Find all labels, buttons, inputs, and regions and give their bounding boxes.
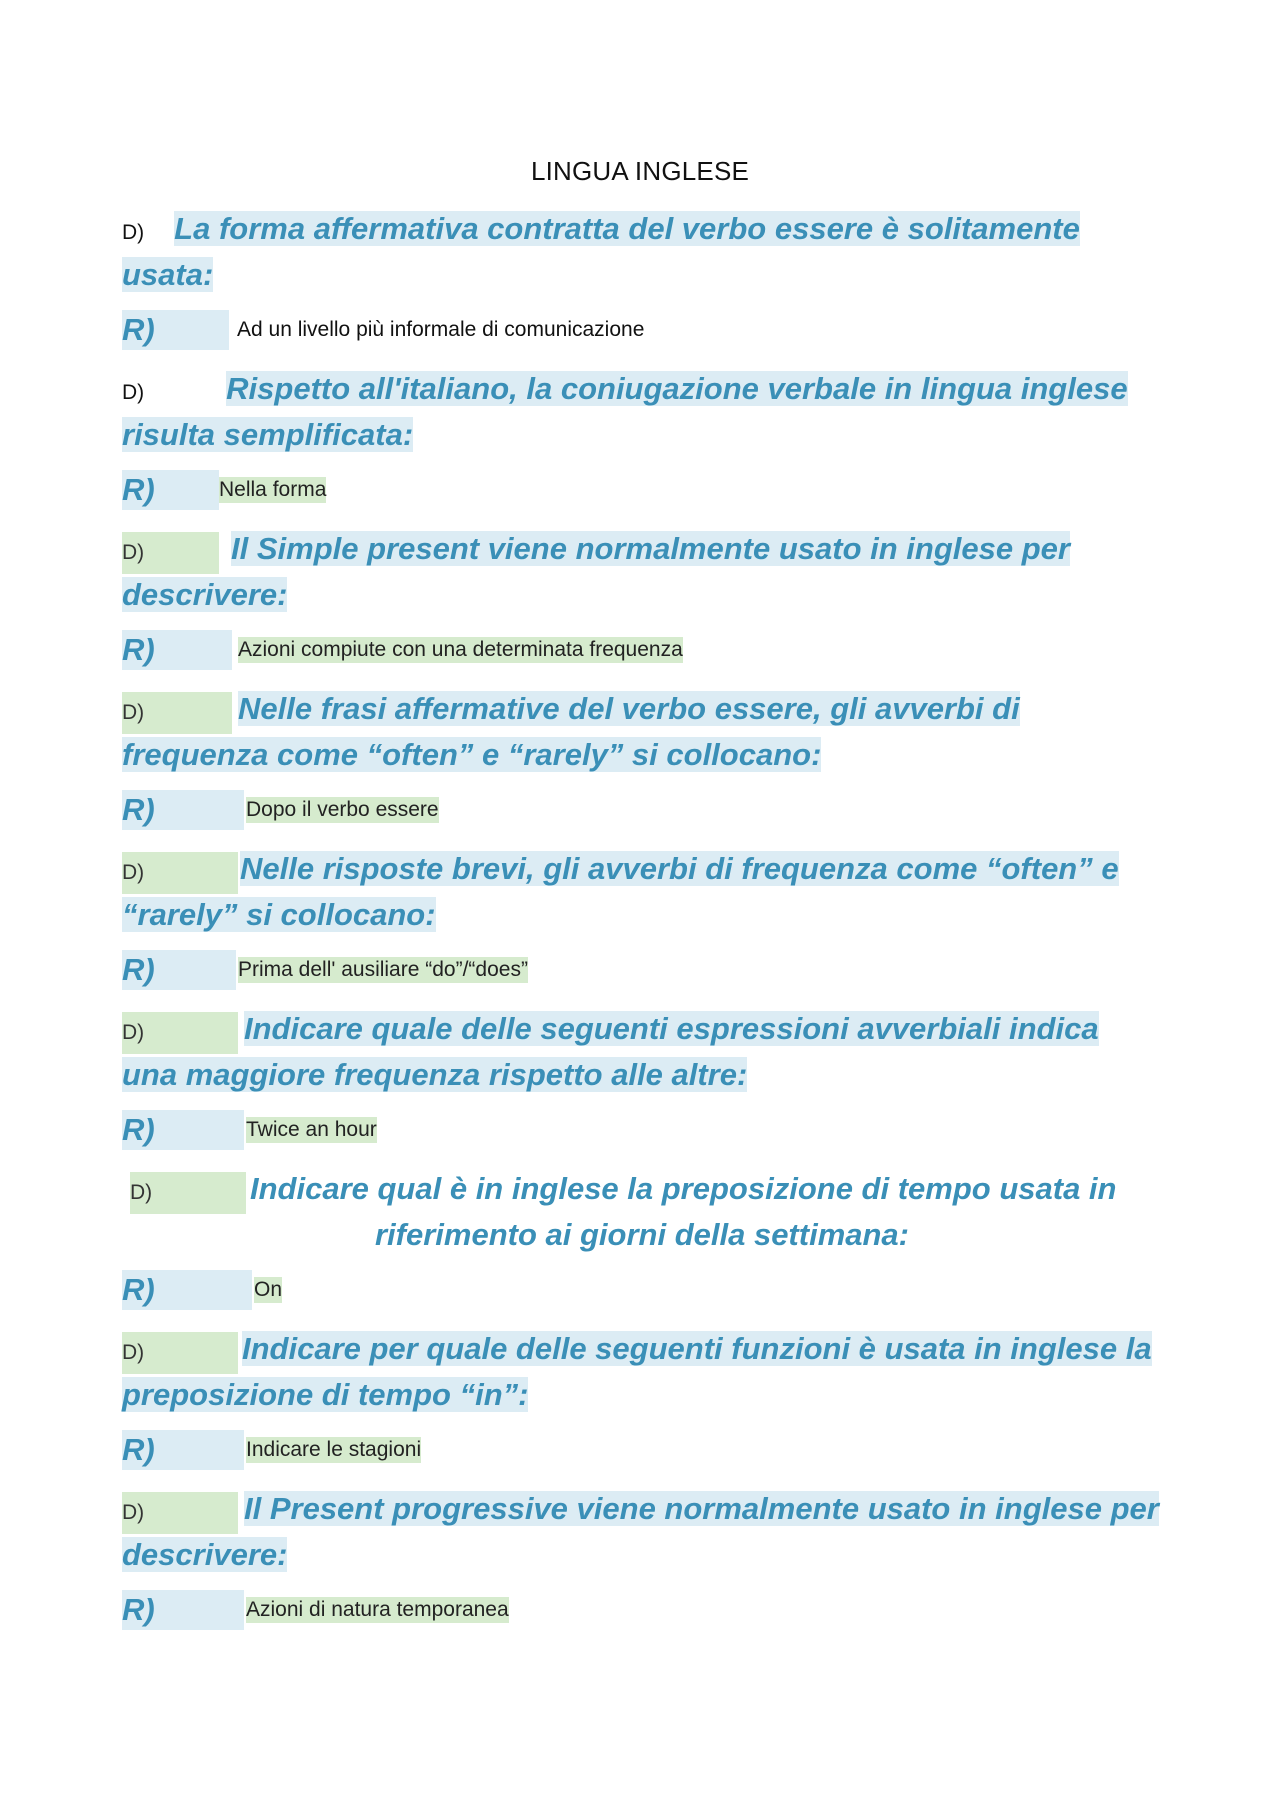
answer-marker: R) [122, 630, 232, 670]
page-title: LINGUA INGLESE [530, 156, 750, 186]
answer-row [122, 1270, 1162, 1310]
question-marker: D) [122, 692, 232, 734]
question-text: D) Nelle risposte brevi, gli avverbi di frequenza come “often” e “rarely” si collocano: [122, 851, 1119, 932]
question-marker: D) [122, 1012, 238, 1054]
answer-marker: R) [122, 1270, 252, 1310]
answer-marker: R) [122, 1110, 244, 1150]
qa-item [122, 1168, 1162, 1310]
question-text: D) Il Present progressive viene normalmente usato in inglese per descrivere: [122, 1491, 1159, 1572]
answer-text: Nella forma [219, 478, 327, 501]
answer-text: Dopo il verbo essere [246, 798, 439, 821]
answer-text: On [254, 1278, 283, 1301]
answer-row [122, 1590, 1162, 1630]
question-text: D) Indicare qual è in inglese la preposizione di tempo usata in riferimento ai giorni della settimana: [130, 1171, 1117, 1252]
qa-item [122, 1328, 1162, 1470]
qa-item [122, 848, 1162, 990]
question-text: D) Indicare per quale delle seguenti funzioni è usata in inglese la preposizione di tempo “in”: [122, 1331, 1152, 1412]
answer-marker: R) [122, 310, 229, 350]
qa-item [122, 208, 1162, 350]
answer-row [122, 1110, 1162, 1150]
qa-item [122, 528, 1162, 670]
question-marker: D) [122, 532, 219, 574]
answer-row [122, 470, 1162, 510]
answer-row [122, 310, 1162, 350]
question-text: D) Rispetto all'italiano, la coniugazione verbale in lingua inglese risulta semplificata: [122, 371, 1128, 452]
answer-marker: R) [122, 1590, 244, 1630]
qa-item [122, 688, 1162, 830]
answer-row [122, 630, 1162, 670]
question-text: D) Il Simple present viene normalmente usato in inglese per descrivere: [122, 531, 1070, 612]
qa-item [122, 1008, 1162, 1150]
answer-row [122, 950, 1162, 990]
answer-text: Twice an hour [246, 1118, 377, 1141]
question-marker: D) [130, 1172, 246, 1214]
answer-marker: R) [122, 1430, 244, 1470]
answer-marker: R) [122, 950, 236, 990]
answer-row [122, 790, 1162, 830]
question-marker: D) [122, 1332, 238, 1374]
answer-marker: R) [122, 470, 219, 510]
qa-item [122, 1488, 1162, 1630]
question-text: D) Nelle frasi affermative del verbo essere, gli avverbi di frequenza come “often” e “rarely” si collocano: [122, 691, 1020, 772]
question-marker: D) [122, 852, 238, 894]
question-marker: D) [122, 1492, 238, 1534]
qa-item [122, 368, 1162, 510]
answer-row [122, 1430, 1162, 1470]
question-text: D) Indicare quale delle seguenti espressioni avverbiali indica una maggiore frequenza rispetto alle altre: [122, 1011, 1099, 1092]
answer-text: Azioni di natura temporanea [246, 1598, 509, 1621]
question-marker: D) [122, 381, 145, 404]
answer-text: Ad un livello più informale di comunicazione [237, 318, 645, 341]
question-text: D) La forma affermativa contratta del verbo essere è solitamente usata: [122, 211, 1080, 292]
answer-marker: R) [122, 790, 244, 830]
answer-text: Prima dell' ausiliare “do”/“does” [238, 958, 528, 981]
answer-text: Azioni compiute con una determinata frequenza [238, 638, 683, 661]
question-marker: D) [122, 221, 145, 244]
answer-text: Indicare le stagioni [246, 1438, 422, 1461]
